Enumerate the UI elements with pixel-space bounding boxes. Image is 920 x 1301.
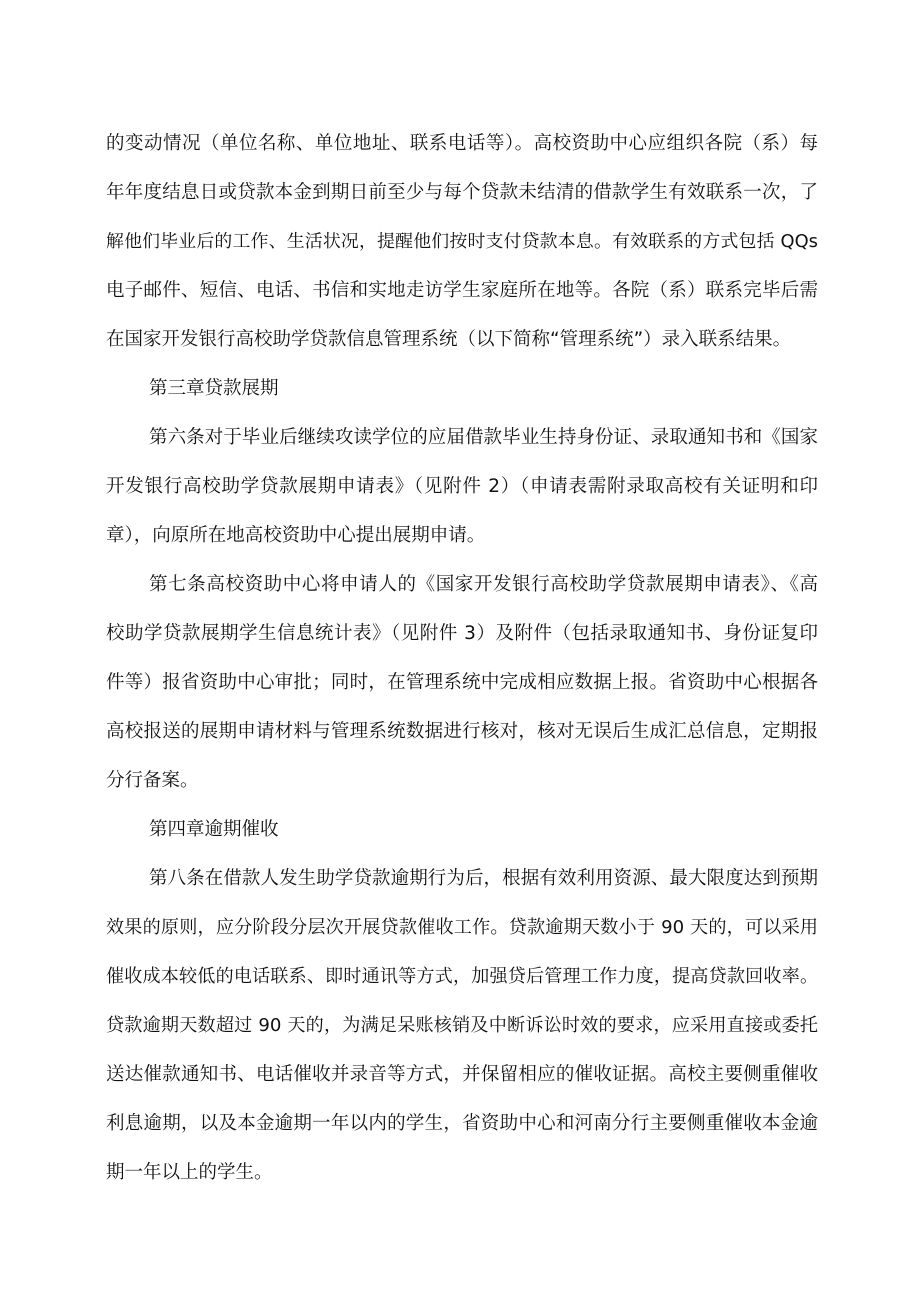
- article-6-line-3: 章），向原所在地高校资助中心提出展期申请。: [106, 525, 486, 546]
- paragraph-contact-line-3: 解他们毕业后的工作、生活状况，提醒他们按时支付贷款本息。有效联系的方式包括 QQs: [106, 231, 818, 252]
- article-8-line-5: 送达催款通知书、电话催收并录音等方式，并保留相应的催收证据。高校主要侧重催收: [106, 1064, 818, 1085]
- paragraph-contact-line-1: 的变动情况（单位名称、单位地址、联系电话等）。高校资助中心应组织各院（系）每: [106, 133, 818, 154]
- chapter-4-heading: 第四章逾期催收: [149, 819, 279, 840]
- article-8-line-6: 利息逾期，以及本金逾期一年以内的学生，省资助中心和河南分行主要侧重催收本金逾: [106, 1113, 818, 1134]
- article-8-line-1: 第八条在借款人发生助学贷款逾期行为后，根据有效利用资源、最大限度达到预期: [149, 868, 818, 889]
- article-7-line-3: 件等）报省资助中心审批；同时，在管理系统中完成相应数据上报。省资助中心根据各: [106, 672, 818, 693]
- article-7-line-2: 校助学贷款展期学生信息统计表》（见附件 3）及附件（包括录取通知书、身份证复印: [106, 623, 818, 644]
- article-7-line-1: 第七条高校资助中心将申请人的《国家开发银行高校助学贷款展期申请表》、《高: [149, 574, 818, 595]
- paragraph-contact-line-2: 年年度结息日或贷款本金到期日前至少与每个贷款未结清的借款学生有效联系一次，了: [106, 182, 818, 203]
- article-8-line-7: 期一年以上的学生。: [106, 1162, 273, 1183]
- article-7-line-5: 分行备案。: [106, 770, 199, 791]
- article-6-line-1: 第六条对于毕业后继续攻读学位的应届借款毕业生持身份证、录取通知书和《国家: [149, 427, 818, 448]
- paragraph-contact-line-4: 电子邮件、短信、电话、书信和实地走访学生家庭所在地等。各院（系）联系完毕后需: [106, 280, 818, 301]
- article-7-line-4: 高校报送的展期申请材料与管理系统数据进行核对，核对无误后生成汇总信息，定期报: [106, 721, 818, 742]
- paragraph-contact-line-5: 在国家开发银行高校助学贷款信息管理系统（以下简称“管理系统”）录入联系结果。: [106, 329, 792, 350]
- chapter-3-heading: 第三章贷款展期: [149, 378, 279, 399]
- article-8-line-3: 催收成本较低的电话联系、即时通讯等方式，加强贷后管理工作力度，提高贷款回收率。: [106, 966, 818, 987]
- article-8-line-4: 贷款逾期天数超过 90 天的，为满足呆账核销及中断诉讼时效的要求，应采用直接或委托: [106, 1015, 818, 1036]
- article-8-line-2: 效果的原则，应分阶段分层次开展贷款催收工作。贷款逾期天数小于 90 天的，可以采用: [106, 917, 818, 938]
- article-6-line-2: 开发银行高校助学贷款展期申请表》（见附件 2）（申请表需附录取高校有关证明和印: [106, 476, 818, 497]
